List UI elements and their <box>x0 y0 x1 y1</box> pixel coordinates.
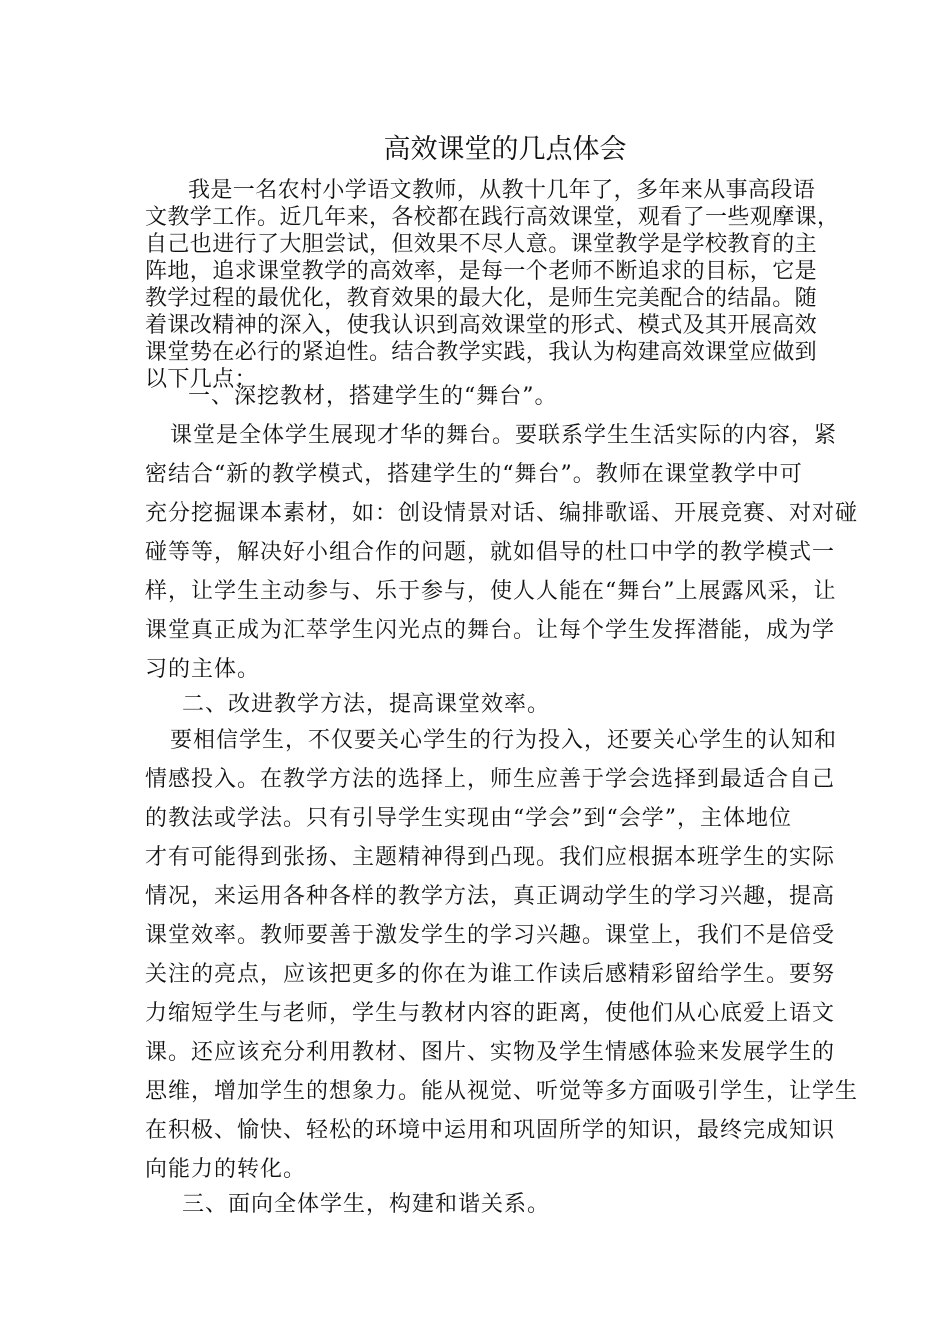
paragraph-line: 力缩短学生与老师，学生与教材内容的距离，使他们从心底爱上语文 <box>145 1001 836 1026</box>
paragraph-line: 思维，增加学生的想象力。能从视觉、听觉等多方面吸引学生，让学生 <box>145 1079 859 1104</box>
intro-line: 课堂势在必行的紧迫性。结合教学实践，我认为构建高效课堂应做到 <box>145 340 818 365</box>
intro-line: 阵地，追求课堂教学的高效率，是每一个老师不断追求的目标，它是 <box>145 259 818 284</box>
intro-line: 教学过程的最优化，教育效果的最大化，是师生完美配合的结晶。随 <box>145 286 818 311</box>
paragraph-line: 课。还应该充分利用教材、图片、实物及学生情感体验来发展学生的 <box>145 1040 836 1065</box>
paragraph-line: 关注的亮点，应该把更多的你在为谁工作读后感精彩留给学生。要努 <box>145 962 836 987</box>
intro-line: 着课改精神的深入，使我认识到高效课堂的形式、模式及其开展高效 <box>145 313 818 338</box>
paragraph-line: 课堂真正成为汇萃学生闪光点的舞台。让每个学生发挥潜能，成为学 <box>145 618 836 643</box>
intro-line: 文教学工作。近几年来，各校都在践行高效课堂，观看了一些观摩课， <box>145 205 840 230</box>
paragraph-line: 向能力的转化。 <box>145 1157 307 1182</box>
intro-line: 以下几点： <box>145 367 258 392</box>
paragraph-line: 课堂是全体学生展现才华的舞台。要联系学生生活实际的内容，紧 <box>170 423 838 448</box>
section-heading: 三、面向全体学生，构建和谐关系。 <box>182 1192 551 1217</box>
paragraph-line: 才有可能得到张扬、主题精神得到凸现。我们应根据本班学生的实际 <box>145 845 836 870</box>
intro-line: 我是一名农村小学语文教师，从教十几年了，多年来从事高段语 <box>188 178 816 203</box>
paragraph-line: 样，让学生主动参与、乐于参与，使人人能在“舞台”上展露风采，让 <box>145 579 837 604</box>
paragraph-line: 情感投入。在教学方法的选择上，师生应善于学会选择到最适合自己 <box>145 767 836 792</box>
intro-line: 自己也进行了大胆尝试，但效果不尽人意。课堂教学是学校教育的主 <box>145 232 818 257</box>
paragraph-line: 的教法或学法。只有引导学生实现由“学会”到“会学”，主体地位 <box>145 806 792 831</box>
paragraph-line: 密结合“新的教学模式，搭建学生的“舞台”。教师在课堂教学中可 <box>145 462 803 487</box>
paragraph-line: 碰等等，解决好小组合作的问题，就如倡导的杜口中学的教学模式一 <box>145 540 836 565</box>
paragraph-line: 在积极、愉快、轻松的环境中运用和巩固所学的知识，最终完成知识 <box>145 1118 836 1143</box>
paragraph-line: 情况，来运用各种各样的教学方法，真正调动学生的学习兴趣，提高 <box>145 884 836 909</box>
section-heading: 二、改进教学方法，提高课堂效率。 <box>182 692 551 717</box>
section-heading: 一、深挖教材，搭建学生的“舞台”。 <box>188 384 558 409</box>
paragraph-line: 要相信学生，不仅要关心学生的行为投入，还要关心学生的认知和 <box>170 728 838 753</box>
paragraph-line: 习的主体。 <box>145 657 261 682</box>
page-title: 高效课堂的几点体会 <box>383 134 627 165</box>
paragraph-line: 课堂效率。教师要善于激发学生的学习兴趣。课堂上，我们不是倍受 <box>145 923 836 948</box>
paragraph-line: 充分挖掘课本素材，如：创设情景对话、编排歌谣、开展竞赛、对对碰 <box>145 501 859 526</box>
